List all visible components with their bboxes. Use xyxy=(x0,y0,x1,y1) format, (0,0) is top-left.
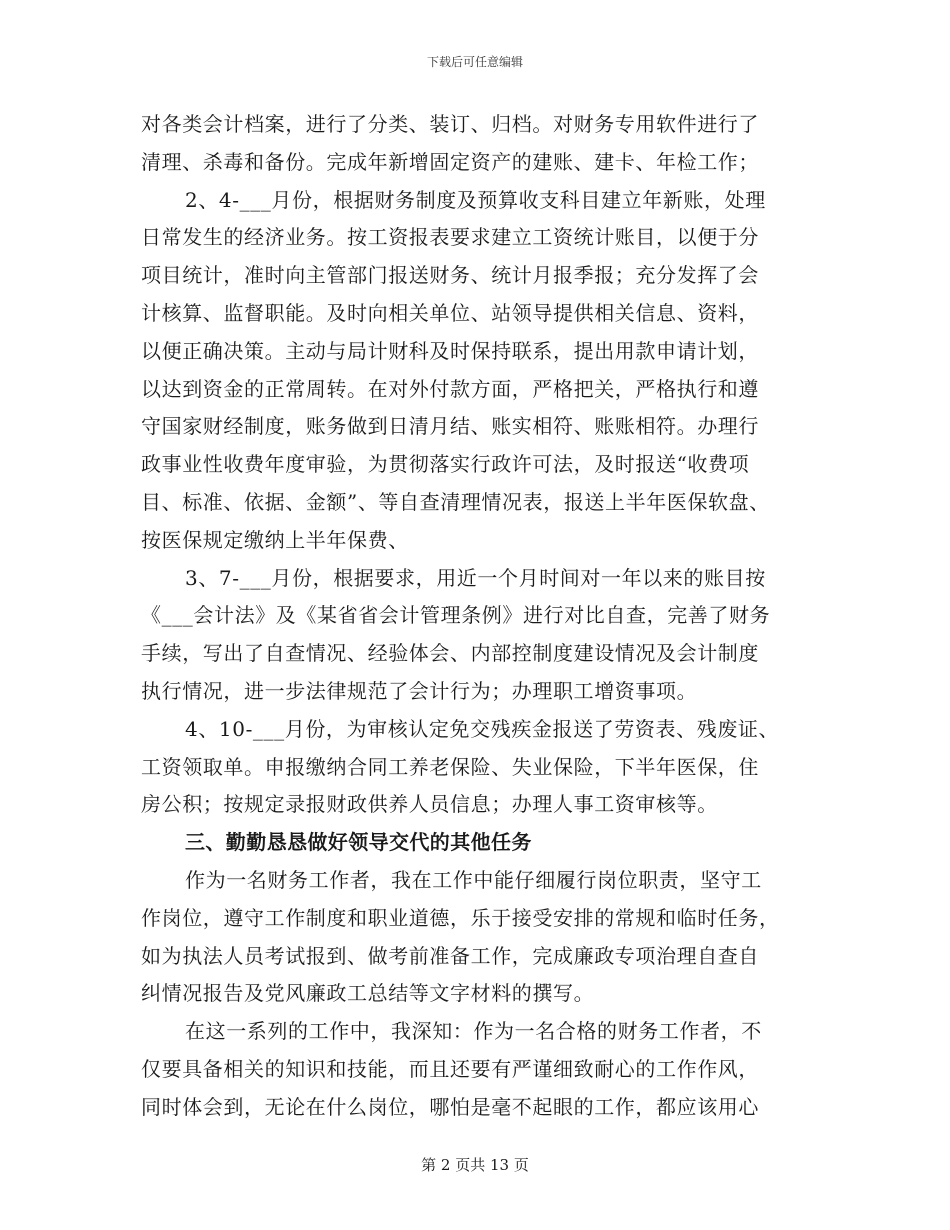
section-heading: 三、勤勤恳恳做好领导交代的其他任务 xyxy=(185,830,532,855)
paragraph-line: 4、10-___月份，为审核认定免交残疾金报送了劳资表、残废证、 xyxy=(185,716,780,741)
page-header: 下载后可任意编辑 xyxy=(426,55,523,69)
paragraph-line: 作岗位，遵守工作制度和职业道德，乐于接受安排的常规和临时任务， xyxy=(141,905,780,930)
paragraph-line: 如为执法人员考试报到、做考前准备工作，完成廉政专项治理自查自 xyxy=(141,943,759,968)
paragraph-line: 房公积；按规定录报财政供养人员信息；办理人事工资审核等。 xyxy=(141,792,718,817)
paragraph-line: 以便正确决策。主动与局计财科及时保持联系，提出用款申请计划， xyxy=(141,338,759,363)
paragraph-line: 执行情况，进一步法律规范了会计行为；办理职工增资事项。 xyxy=(141,678,698,703)
paragraph-line: 日常发生的经济业务。按工资报表要求建立工资统计账目，以便于分 xyxy=(141,225,759,250)
document-body xyxy=(141,106,809,1127)
paragraph-line: 仅要具备相关的知识和技能，而且还要有严谨细致耐心的工作作风， xyxy=(141,1056,759,1081)
paragraph-line: 清理、杀毒和备份。完成年新增固定资产的建账、建卡、年检工作； xyxy=(141,149,759,174)
paragraph-line: 对各类会计档案，进行了分类、装订、归档。对财务专用软件进行了 xyxy=(141,112,759,136)
paragraph-line: 2、4-___月份，根据财务制度及预算收支科目建立年新账，处理 xyxy=(185,187,766,212)
paragraph-line: 工资领取单。申报缴纳合同工养老保险、失业保险，下半年医保，住 xyxy=(141,754,759,779)
paragraph-line: 计核算、监督职能。及时向相关单位、站领导提供相关信息、资料， xyxy=(141,300,759,325)
paragraph-line: 纠情况报告及党风廉政工总结等文字材料的撰写。 xyxy=(141,981,595,1006)
paragraph-line: 作为一名财务工作者，我在工作中能仔细履行岗位职责，坚守工 xyxy=(185,867,762,892)
paragraph-line: 守国家财经制度，账务做到日清月结、账实相符、账账相符。办理行 xyxy=(141,414,759,439)
paragraph-line: 目、标准、依据、金额”、等自查清理情况表，报送上半年医保软盘、 xyxy=(141,489,770,514)
paragraph-line: 项目统计，准时向主管部门报送财务、统计月报季报；充分发挥了会 xyxy=(141,263,759,288)
paragraph-line: 政事业性收费年度审验，为贯彻落实行政许可法，及时报送“收费项 xyxy=(141,452,750,477)
paragraph-line: 按医保规定缴纳上半年保费、 xyxy=(141,527,409,552)
paragraph-line: 以达到资金的正常周转。在对外付款方面，严格把关，严格执行和遵 xyxy=(141,376,759,401)
page-number: 第 2 页共 13 页 xyxy=(421,1156,529,1174)
paragraph-line: 3、7-___月份，根据要求，用近一个月时间对一年以来的账目按 xyxy=(185,565,766,590)
paragraph-line: 手续，写出了自查情况、经验体会、内部控制度建设情况及会计制度 xyxy=(141,641,759,666)
paragraph-line: 同时体会到，无论在什么岗位，哪怕是毫不起眼的工作，都应该用心 xyxy=(141,1094,759,1119)
paragraph-line: 在这一系列的工作中，我深知：作为一名合格的财务工作者，不 xyxy=(185,1019,762,1044)
paragraph-line: 《___会计法》及《某省省会计管理条例》进行对比自查，完善了财务 xyxy=(141,603,771,628)
